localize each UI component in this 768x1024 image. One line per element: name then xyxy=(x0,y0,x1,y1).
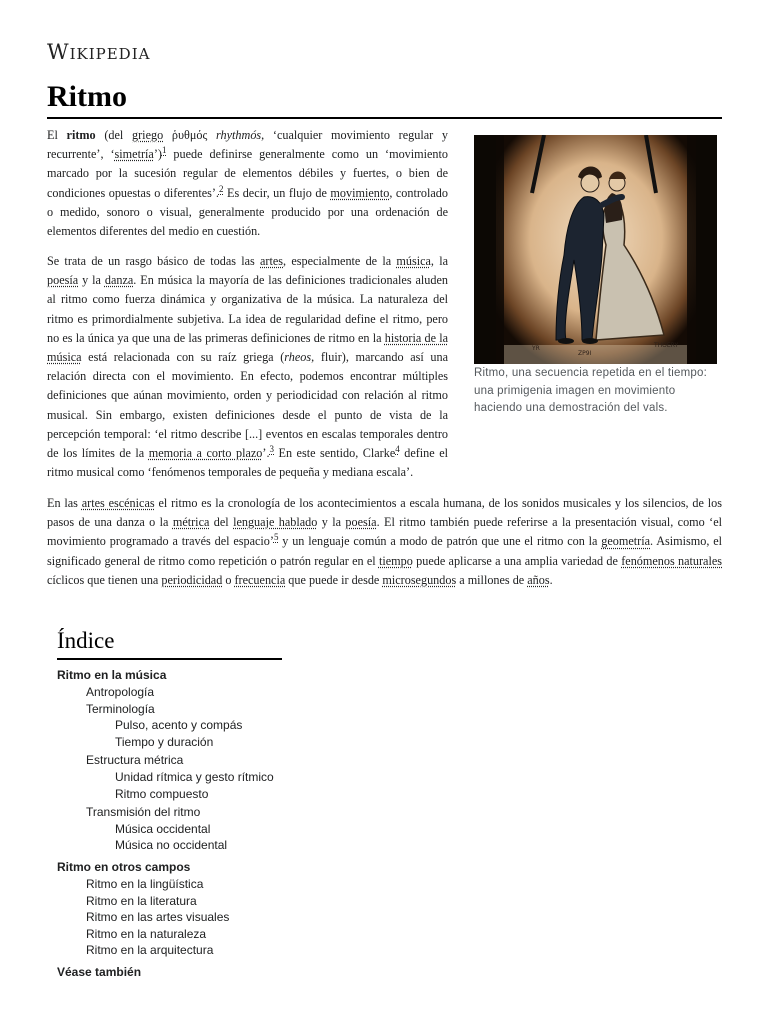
link-lenguaje-hablado[interactable]: lenguaje hablado xyxy=(233,515,318,530)
toc-item-ritmo-literatura[interactable]: Ritmo en la literatura xyxy=(86,893,197,908)
table-of-contents xyxy=(57,664,457,981)
link-microsegundos[interactable]: microsegundos xyxy=(382,572,457,587)
link-anos[interactable]: años xyxy=(527,572,550,587)
reference-2[interactable]: 2 xyxy=(218,183,224,194)
link-poesia[interactable]: poesía xyxy=(47,273,79,288)
link-griego[interactable]: griego xyxy=(132,128,164,142)
link-movimiento[interactable]: movimiento xyxy=(330,185,390,200)
link-simetria[interactable]: simetría xyxy=(114,147,154,162)
toc-item-musica-occidental[interactable]: Música occidental xyxy=(115,821,211,836)
link-metrica[interactable]: métrica xyxy=(172,515,210,530)
link-frecuencia[interactable]: frecuencia xyxy=(234,572,286,587)
figure-caption: Ritmo, una secuencia repetida en el tiempo: una primigenia imagen en movimiento haciendo una demostración del vals. xyxy=(474,367,707,414)
link-artes-escenicas[interactable]: artes escénicas xyxy=(81,496,155,510)
page-title: Ritmo xyxy=(47,80,127,113)
toc-item-vease-tambien[interactable]: Véase también xyxy=(57,964,142,979)
toc-item-tiempo-duracion[interactable]: Tiempo y duración xyxy=(115,734,214,749)
intro-paragraph-2: Se trata de un rasgo básico de todas las artes, especialmente de la música, la poesía y la danza. En música la mayoría de las definiciones tradicionales aluden al ritmo como fuerza dinámica y organizativa de la música. La naturaleza del ritmo es primordialmente subjetiva. La idea de regularidad define el ritmo, pero no es la única ya que una de las primeras definiciones de ritmo en la historia de la música está relacionada con su raíz griega (rheos, fluir), marcando así una relación directa con el movimiento. En efecto, podemos encontrar múltiples definiciones que aúnan movimiento, orden y periodicidad con relación al ritmo musical. Sin embargo, existen definiciones desde el punto de vista de la percepción temporal: ‘el ritmo describe [...] eventos en escalas temporales dentro de los límites de la memoria a corto plazo’.$^3$ En este sentido, Clarke$^4$ define el ritmo musical como ‘fenómenos temporales de pequeña y mediana escala’. xyxy=(47,254,448,480)
toc-item-terminologia[interactable]: Terminología xyxy=(86,701,155,716)
link-artes[interactable]: artes xyxy=(260,254,284,268)
toc-item-transmision-del-ritmo[interactable]: Transmisión del ritmo xyxy=(86,805,201,820)
reference-4[interactable]: 4 xyxy=(395,443,400,454)
toc-item-ritmo-naturaleza[interactable]: Ritmo en la naturaleza xyxy=(86,926,207,941)
toc-item-ritmo-en-la-musica[interactable]: Ritmo en la música xyxy=(57,668,167,682)
link-geometria[interactable]: geometría xyxy=(601,534,650,549)
waltz-dancers-illustration xyxy=(474,135,717,364)
toc-item-ritmo-arquitectura[interactable]: Ritmo en la arquitectura xyxy=(86,943,214,958)
link-musica[interactable]: música xyxy=(396,254,431,268)
link-historia-de-la-musica[interactable]: historia de la música xyxy=(47,330,448,365)
link-periodicidad[interactable]: periodicidad xyxy=(161,572,223,587)
bold-term-ritmo: ritmo xyxy=(66,128,96,142)
scroll-text-left: YR xyxy=(532,345,540,352)
title-divider xyxy=(47,117,722,119)
reference-1[interactable]: 1 xyxy=(161,145,167,156)
reference-3[interactable]: 3 xyxy=(269,443,274,454)
reference-5[interactable]: 5 xyxy=(273,532,279,543)
intro-paragraph-3: En las artes escénicas el ritmo es la cronología de los acontecimientos a escala humana, de los sonidos musicales y los silencios, de los pasos de una danza o la métrica del lenguaje hablado y la poesía. El ritmo también puede referirse a la presentación visual, como ‘el movimiento programado a través del espacio’$^5$ y un lenguaje común a modo de patrón que une el ritmo con la geometría. Asimismo, el significado general de ritmo como repetición o patrón regular en el tiempo puede aplicarse a una amplia variedad de fenómenos naturales cíclicos que tienen una periodicidad o frecuencia que puede ir desde microsegundos a millones de años. xyxy=(47,496,722,587)
toc-item-estructura-metrica[interactable]: Estructura métrica xyxy=(86,753,184,768)
scroll-text-mid: ZP9I xyxy=(578,350,592,357)
link-poesia-2[interactable]: poesía xyxy=(345,515,377,530)
toc-item-ritmo-linguistica[interactable]: Ritmo en la lingüística xyxy=(86,876,204,891)
waltz-figure xyxy=(474,135,717,418)
toc-item-ritmo-compuesto[interactable]: Ritmo compuesto xyxy=(115,786,209,801)
wikipedia-wordmark[interactable]: Wikipedia xyxy=(47,40,151,64)
toc-item-pulso-acento-compas[interactable]: Pulso, acento y compás xyxy=(115,718,243,733)
toc-item-unidad-ritmica[interactable]: Unidad rítmica y gesto rítmico xyxy=(115,769,274,784)
toc-item-ritmo-artes-visuales[interactable]: Ritmo en las artes visuales xyxy=(86,910,230,925)
toc-title: Índice xyxy=(57,628,115,653)
waltz-dancers-image[interactable] xyxy=(474,135,717,364)
toc-item-ritmo-en-otros-campos[interactable]: Ritmo en otros campos xyxy=(57,859,191,874)
link-memoria-a-corto-plazo[interactable]: memoria a corto plazo xyxy=(148,446,263,461)
link-fenomenos-naturales[interactable]: fenómenos naturales xyxy=(621,553,722,568)
link-danza[interactable]: danza xyxy=(104,273,134,288)
toc-item-antropologia[interactable]: Antropología xyxy=(86,685,155,699)
link-tiempo[interactable]: tiempo xyxy=(378,553,413,568)
intro-paragraph-1: El ritmo (del griego ῥυθμός rhythmós, ‘cualquier movimiento regular y recurrente’, ‘simetría’)$^1$ puede definirse generalmente como un ‘movimiento marcado por la sucesión regular de elementos débiles y fuertes, o bien de condiciones opuestas o diferentes’.$^2$ Es decir, un flujo de movimiento, controlado o medido, sonoro o visual, generalmente producido por una ordenación de elementos diferentes del medio en cuestión. xyxy=(47,128,448,239)
scroll-text-right: THOERY xyxy=(654,342,679,349)
toc-item-musica-no-occidental[interactable]: Música no occidental xyxy=(115,838,228,853)
toc-divider xyxy=(57,658,282,660)
